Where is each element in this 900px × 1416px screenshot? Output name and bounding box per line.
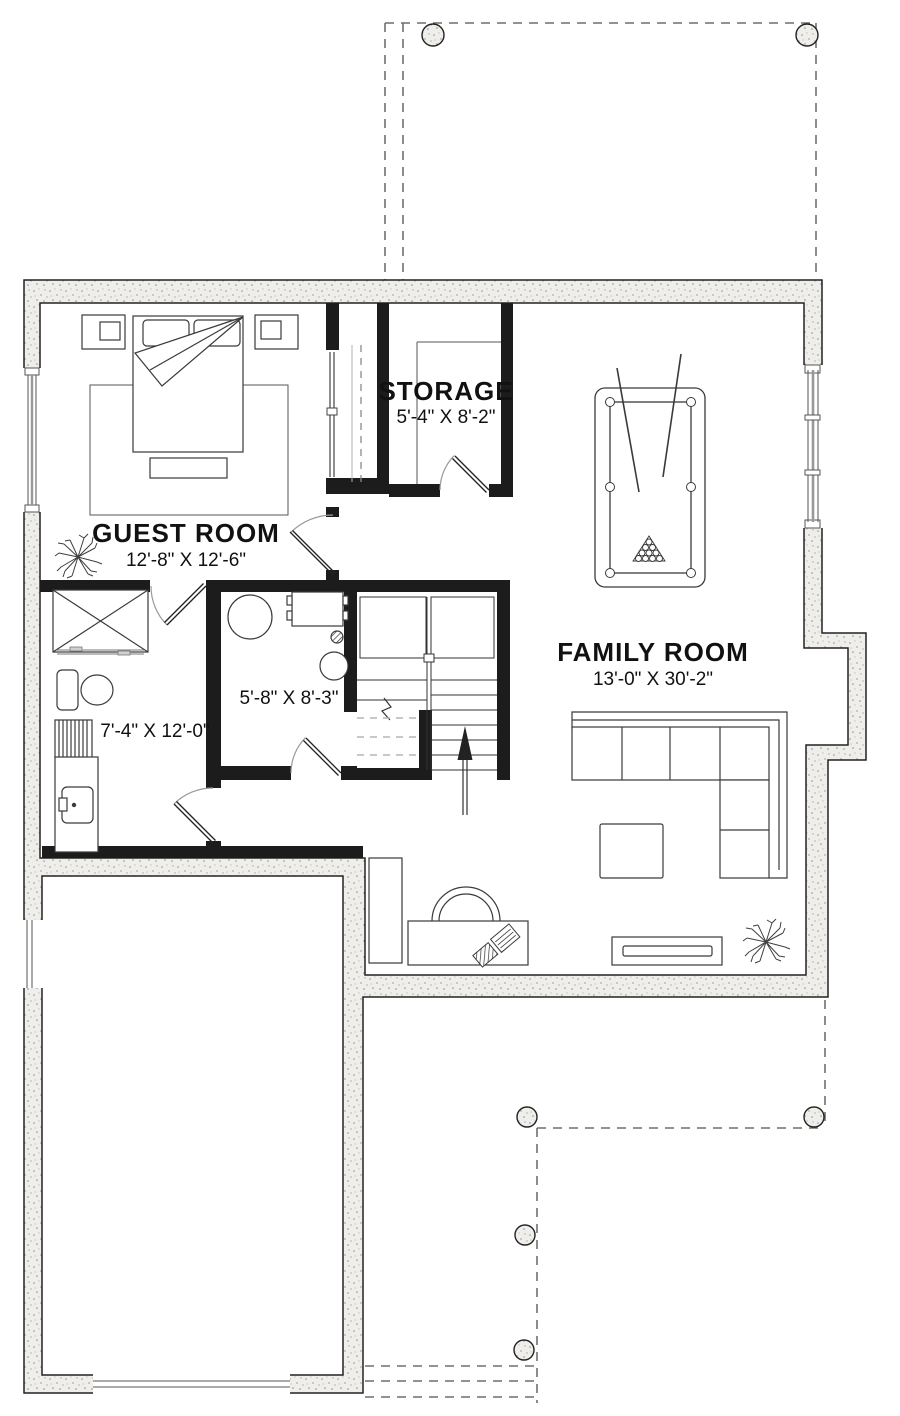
toilet-bowl bbox=[81, 675, 113, 705]
furnace-connector bbox=[287, 611, 292, 620]
water-heater bbox=[320, 652, 348, 680]
wall-stair-south bbox=[348, 768, 432, 780]
pool-table bbox=[595, 354, 705, 587]
shelving-unit bbox=[55, 720, 92, 758]
furnace-connector bbox=[343, 596, 348, 605]
family-room-label: FAMILY ROOM bbox=[557, 637, 749, 667]
furnace-connector bbox=[343, 611, 348, 620]
mechanical-dims: 5'-8" X 8'-3" bbox=[239, 688, 339, 709]
wall-mech-south bbox=[206, 766, 291, 780]
shower-door-handle bbox=[118, 651, 130, 655]
bookshelf bbox=[369, 858, 402, 963]
sliding-door-overlap bbox=[327, 408, 337, 415]
window-mullion bbox=[805, 470, 820, 475]
furnace bbox=[292, 592, 343, 626]
sofa-seats-column bbox=[720, 780, 769, 878]
deck-post-icon bbox=[422, 24, 444, 46]
window-sill bbox=[25, 505, 39, 512]
faucet-icon bbox=[59, 798, 67, 811]
deck-post-icon bbox=[517, 1107, 537, 1127]
bench bbox=[150, 458, 227, 478]
garage-opening bbox=[93, 1373, 290, 1395]
deck-post-icon bbox=[514, 1340, 534, 1360]
wall-mech-south-stub bbox=[341, 766, 357, 780]
storage-label: STORAGE bbox=[378, 376, 514, 406]
tv-icon bbox=[623, 946, 712, 956]
storage-dims: 5'-4" X 8'-2" bbox=[396, 407, 496, 428]
faucet-knob-icon bbox=[72, 803, 76, 807]
bathroom-dims: 7'-4" X 12'-0" bbox=[100, 721, 210, 742]
wall-storage-south-right bbox=[489, 484, 513, 497]
water-tank bbox=[228, 595, 272, 639]
guest-room-dims: 12'-8" X 12'-6" bbox=[125, 550, 247, 571]
wall-storage-south-left bbox=[389, 484, 440, 497]
furnace-connector bbox=[287, 596, 292, 605]
stair-newel-post bbox=[424, 654, 434, 662]
deck-post-icon bbox=[804, 1107, 824, 1127]
toilet-tank bbox=[57, 670, 78, 710]
shower-door-handle bbox=[70, 647, 82, 651]
floor-drain-icon bbox=[331, 631, 343, 643]
window-mullion bbox=[805, 415, 820, 420]
family-room-dims: 13'-0" X 30'-2" bbox=[592, 669, 714, 690]
table-lamp-icon bbox=[100, 322, 120, 340]
garage-door-opening bbox=[93, 1373, 290, 1395]
wall-stair-north bbox=[344, 580, 510, 592]
deck-post-icon bbox=[515, 1225, 535, 1245]
window-garage-wall bbox=[20, 920, 44, 988]
ottoman bbox=[600, 824, 663, 878]
table-lamp-icon bbox=[261, 321, 281, 339]
tv-console bbox=[612, 937, 722, 965]
wall-stair-east bbox=[497, 580, 510, 780]
deck-post-icon bbox=[796, 24, 818, 46]
window-sill bbox=[25, 368, 39, 375]
wall-closet-left-top bbox=[326, 303, 339, 350]
window-right-wall bbox=[802, 365, 824, 528]
guest-room-label: GUEST ROOM bbox=[92, 518, 280, 548]
wall-bath-divider bbox=[206, 592, 221, 788]
window-left-wall bbox=[22, 368, 42, 512]
wall-bath-north-right bbox=[206, 580, 355, 592]
